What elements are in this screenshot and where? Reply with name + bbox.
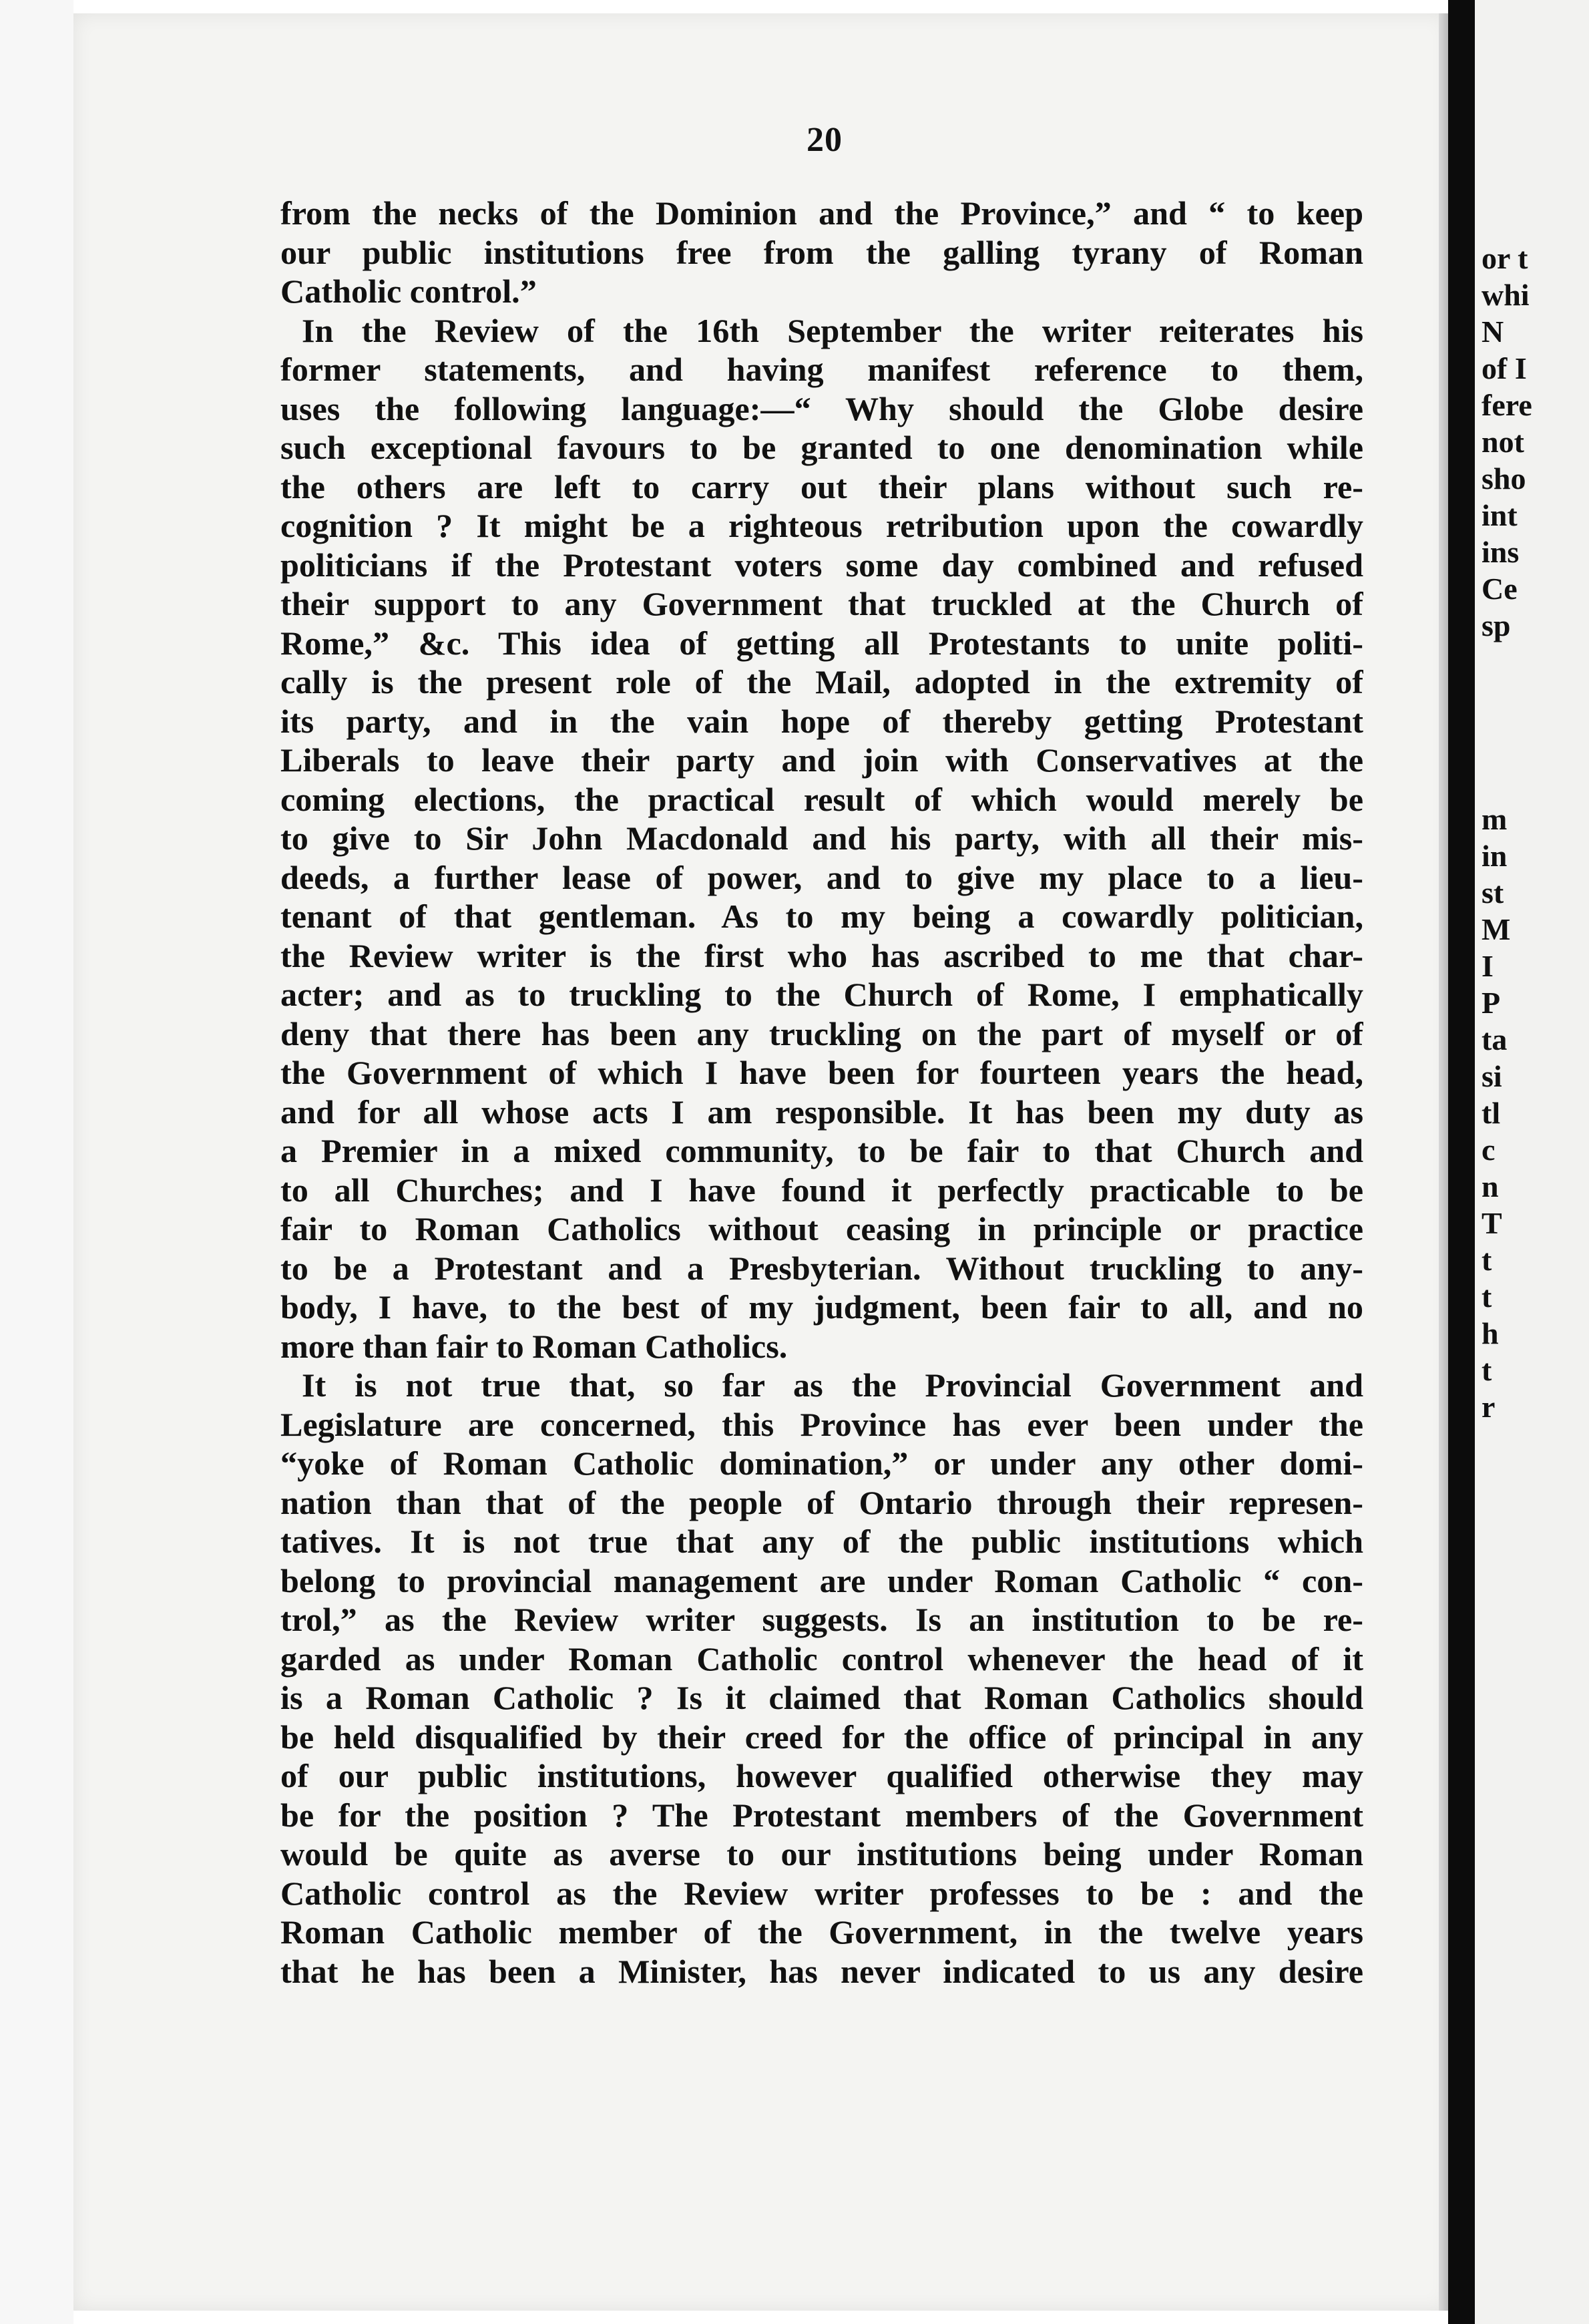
text-line: fair to Roman Catholics without ceasing in principle or practice (280, 1210, 1363, 1247)
text-line: tenant of that gentleman. As to my being a cowardly politician, (280, 898, 1363, 935)
text-line: our public institutions free from the galling tyrany of Roman (280, 233, 1363, 271)
facing-page-fragment: m (1482, 802, 1508, 836)
text-line: nation than that of the people of Ontario through their represen- (280, 1483, 1363, 1521)
page-edge (1439, 13, 1448, 2311)
text-line: cognition ? It might be a righteous retribution upon the cowardly (280, 507, 1363, 544)
facing-page-fragment: of I (1482, 351, 1527, 385)
facing-page-fragment: in (1482, 839, 1508, 873)
facing-page-fragment: fere (1482, 388, 1532, 422)
text-line: the others are left to carry out their plans without such re- (280, 467, 1363, 506)
page-number: 20 (807, 121, 843, 159)
text-line: belong to provincial management are under Roman Catholic “ con- (280, 1561, 1363, 1599)
text-line: Liberals to leave their party and join with Conservatives at the (280, 741, 1363, 779)
facing-page-fragment: st (1482, 876, 1504, 910)
text-line: acter; and as to truckling to the Church of Rome, I emphatically (280, 976, 1363, 1013)
text-line: is a Roman Catholic ? Is it claimed that Roman Catholics should (280, 1679, 1363, 1716)
text-line: Catholic control as the Review writer professes to be : and the (280, 1874, 1363, 1912)
text-line: Roman Catholic member of the Government, in the twelve years (280, 1913, 1363, 1951)
facing-page-fragment: P (1482, 986, 1501, 1020)
text-line: Rome,” &c. This idea of getting all Protestants to unite politi- (280, 624, 1363, 662)
facing-page-fragment: sp (1482, 608, 1511, 642)
facing-page-fragment: or t (1482, 241, 1528, 275)
text-line: coming elections, the practical result of which would merely be (280, 780, 1363, 818)
text-line: a Premier in a mixed community, to be fair to that Church and (280, 1132, 1363, 1169)
facing-page-fragment: t (1482, 1243, 1492, 1277)
facing-page-fragment: ta (1482, 1022, 1508, 1056)
facing-page-fragment: si (1482, 1059, 1502, 1093)
text-line: “yoke of Roman Catholic domination,” or under any other domi- (280, 1444, 1363, 1482)
text-line: that he has been a Minister, has never indicated to us any desire (280, 1952, 1363, 1990)
facing-page-fragment: n (1482, 1169, 1499, 1203)
text-line: more than fair to Roman Catholics. (280, 1327, 788, 1365)
facing-page-fragment: M (1482, 912, 1511, 946)
text-line: would be quite as averse to our institutions being under Roman (280, 1835, 1363, 1873)
text-line: In the Review of the 16th September the writer reiterates his (302, 311, 1363, 349)
text-line: to all Churches; and I have found it perfectly practicable to be (280, 1171, 1363, 1209)
book-gutter (1448, 0, 1475, 2324)
text-line: former statements, and having manifest reference to them, (280, 351, 1363, 388)
facing-page-fragment: I (1482, 949, 1494, 983)
facing-page-fragment: tl (1482, 1096, 1501, 1130)
text-line: such exceptional favours to be granted to one denomination while (280, 429, 1363, 466)
facing-page-fragment: int (1482, 498, 1518, 532)
facing-page-fragment: not (1482, 425, 1524, 459)
text-line: and for all whose acts I am responsible. It has been my duty as (280, 1093, 1363, 1131)
text-line: Catholic control.” (280, 272, 537, 310)
text-line: to give to Sir John Macdonald and his party, with all their mis- (280, 819, 1363, 857)
facing-page-fragment: sho (1482, 461, 1526, 496)
facing-page-fragment: whi (1482, 278, 1530, 312)
text-line: the Government of which I have been for fourteen years the head, (280, 1054, 1363, 1091)
facing-page-fragment: T (1482, 1206, 1502, 1240)
facing-page-fragment: t (1482, 1280, 1492, 1314)
text-line: deeds, a further lease of power, and to give my place to a lieu- (280, 858, 1363, 896)
text-line: the Review writer is the first who has ascribed to me that char- (280, 936, 1363, 974)
scan-left-margin (0, 0, 73, 2324)
text-line: Legislature are concerned, this Province has ever been under the (280, 1405, 1363, 1443)
facing-page-fragment: h (1482, 1316, 1499, 1350)
facing-page-fragment: r (1482, 1390, 1496, 1424)
text-line: their support to any Government that truckled at the Church of (280, 585, 1363, 622)
text-line: be held disqualified by their creed for the office of principal in any (280, 1718, 1363, 1756)
text-line: tatives. It is not true that any of the public institutions which (280, 1523, 1363, 1560)
text-line: of our public institutions, however qualified otherwise they may (280, 1757, 1363, 1794)
facing-page-fragment: N (1482, 315, 1504, 349)
text-line: from the necks of the Dominion and the Province,” and “ to keep (280, 194, 1363, 232)
text-line: politicians if the Protestant voters some day combined and refused (280, 546, 1363, 584)
facing-page-fragment: Ce (1482, 572, 1518, 606)
text-line: be for the position ? The Protestant members of the Government (280, 1796, 1363, 1834)
facing-page-fragment: ins (1482, 535, 1520, 569)
text-line: trol,” as the Review writer suggests. Is an institution to be re- (280, 1601, 1363, 1638)
text-line: garded as under Roman Catholic control whenever the head of it (280, 1639, 1363, 1678)
text-line: cally is the present role of the Mail, adopted in the extremity of (280, 663, 1363, 701)
text-line: its party, and in the vain hope of thereby getting Protestant (280, 702, 1363, 740)
facing-page (1475, 0, 1589, 2324)
facing-page-fragment: c (1482, 1133, 1496, 1167)
text-line: to be a Protestant and a Presbyterian. Without truckling to any- (280, 1249, 1363, 1287)
text-line: uses the following language:—“ Why should the Globe desire (280, 389, 1363, 427)
facing-page-fragment: t (1482, 1353, 1492, 1387)
text-line: body, I have, to the best of my judgment, been fair to all, and no (280, 1288, 1363, 1326)
body-text (280, 194, 1363, 1991)
text-line: deny that there has been any truckling on the part of myself or of (280, 1014, 1363, 1052)
text-line: It is not true that, so far as the Provincial Government and (302, 1366, 1363, 1404)
